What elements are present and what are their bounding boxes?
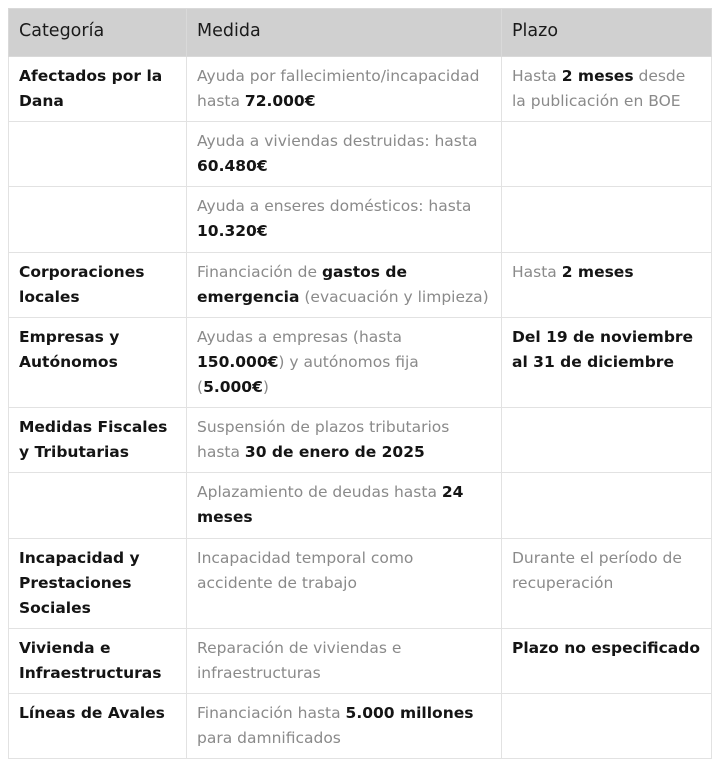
- cell-categoria: [9, 473, 187, 538]
- cell-categoria: Vivienda e Infraestructuras: [9, 628, 187, 693]
- cell-medida: Incapacidad temporal como accidente de trabajo: [187, 538, 502, 628]
- cell-medida: Suspensión de plazos tributarios hasta 30 de enero de 2025: [187, 408, 502, 473]
- cell-categoria: Líneas de Avales: [9, 694, 187, 759]
- cell-categoria: Incapacidad y Prestaciones Sociales: [9, 538, 187, 628]
- cell-plazo: Del 19 de noviembre al 31 de diciembre: [502, 317, 712, 407]
- table-header-row: [9, 9, 712, 57]
- cell-categoria: [9, 122, 187, 187]
- cell-plazo: Hasta 2 meses: [502, 252, 712, 317]
- table-row: [9, 628, 712, 693]
- cell-medida: Financiación de gastos de emergencia (evacuación y limpieza): [187, 252, 502, 317]
- cell-categoria: Medidas Fiscales y Tributarias: [9, 408, 187, 473]
- aid-measures-table-container: [8, 8, 711, 759]
- cell-medida: Ayudas a empresas (hasta 150.000€) y autónomos fija (5.000€): [187, 317, 502, 407]
- cell-plazo: Durante el período de recuperación: [502, 538, 712, 628]
- table-row: [9, 252, 712, 317]
- cell-medida: Ayuda a enseres domésticos: hasta 10.320€: [187, 187, 502, 252]
- cell-plazo: Hasta 2 meses desde la publicación en BOE: [502, 56, 712, 121]
- table-row: [9, 317, 712, 407]
- table-row: [9, 187, 712, 252]
- cell-plazo: [502, 187, 712, 252]
- aid-measures-table: [8, 8, 712, 759]
- cell-plazo: Plazo no especificado: [502, 628, 712, 693]
- table-row: [9, 694, 712, 759]
- column-header-plazo: Plazo: [502, 9, 712, 57]
- table-body: [9, 56, 712, 758]
- table-row: [9, 122, 712, 187]
- cell-medida: Reparación de viviendas e infraestructuras: [187, 628, 502, 693]
- cell-categoria: Corporaciones locales: [9, 252, 187, 317]
- table-row: [9, 538, 712, 628]
- column-header-medida: Medida: [187, 9, 502, 57]
- cell-plazo: [502, 473, 712, 538]
- cell-categoria: [9, 187, 187, 252]
- column-header-categoria: Categoría: [9, 9, 187, 57]
- cell-medida: Aplazamiento de deudas hasta 24 meses: [187, 473, 502, 538]
- table-row: [9, 56, 712, 121]
- cell-medida: Ayuda a viviendas destruidas: hasta 60.480€: [187, 122, 502, 187]
- cell-categoria: Afectados por la Dana: [9, 56, 187, 121]
- table-row: [9, 408, 712, 473]
- cell-plazo: [502, 122, 712, 187]
- table-row: [9, 473, 712, 538]
- cell-plazo: [502, 408, 712, 473]
- table-header: [9, 9, 712, 57]
- cell-medida: Financiación hasta 5.000 millones para damnificados: [187, 694, 502, 759]
- cell-medida: Ayuda por fallecimiento/incapacidad hasta 72.000€: [187, 56, 502, 121]
- cell-plazo: [502, 694, 712, 759]
- cell-categoria: Empresas y Autónomos: [9, 317, 187, 407]
